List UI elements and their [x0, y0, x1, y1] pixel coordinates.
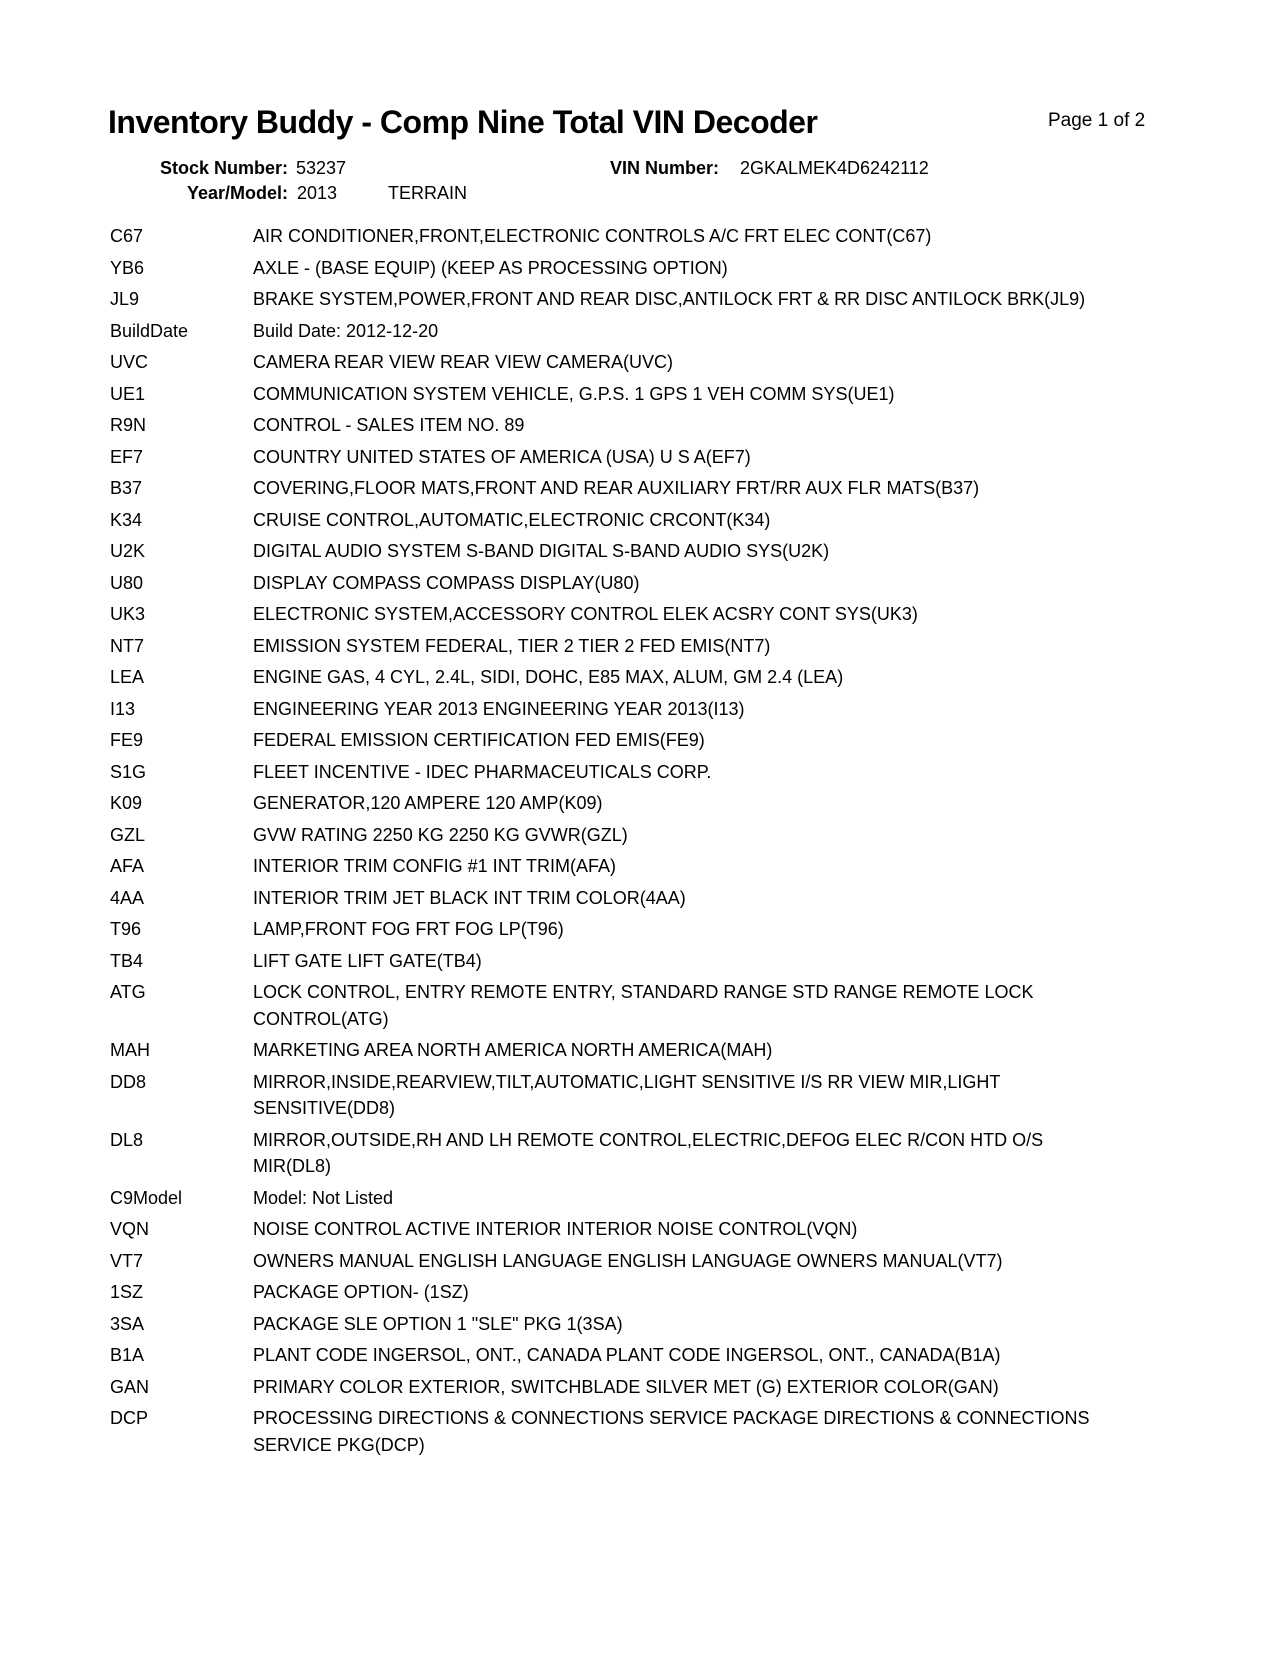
- option-code: B1A: [110, 1345, 145, 1365]
- option-description: MIRROR,OUTSIDE,RH AND LH REMOTE CONTROL,ELECTRIC,DEFOG ELEC R/CON HTD O/S MIR(DL8): [253, 1129, 1044, 1176]
- option-row: [110, 412, 1105, 439]
- option-code: C67: [110, 226, 144, 246]
- option-description: CRUISE CONTROL,AUTOMATIC,ELECTRONIC CRCONT(K34): [253, 509, 771, 530]
- option-description: INTERIOR TRIM JET BLACK INT TRIM COLOR(4AA): [253, 887, 686, 908]
- option-description: ENGINE GAS, 4 CYL, 2.4L, SIDI, DOHC, E85 MAX, ALUM, GM 2.4 (LEA): [253, 667, 844, 687]
- option-code: 3SA: [110, 1313, 145, 1334]
- option-row: [110, 853, 1105, 880]
- option-description: FLEET INCENTIVE - IDEC PHARMACEUTICALS CORP.: [253, 761, 712, 782]
- option-row: [110, 570, 1105, 597]
- option-row: [110, 223, 1105, 250]
- option-row: [110, 349, 1105, 376]
- option-description: MIRROR,INSIDE,REARVIEW,TILT,AUTOMATIC,LIGHT SENSITIVE I/S RR VIEW MIR,LIGHT SENSITIVE(DD8): [253, 1071, 1001, 1118]
- option-row: [110, 790, 1105, 817]
- option-row: [110, 1185, 1105, 1212]
- option-code: DL8: [110, 1129, 144, 1150]
- option-row: [110, 696, 1105, 723]
- option-row: [110, 1216, 1105, 1243]
- option-description: AIR CONDITIONER,FRONT,ELECTRONIC CONTROLS A/C FRT ELEC CONT(C67): [253, 226, 932, 246]
- option-row: [110, 1342, 1105, 1369]
- stock-number-value: 53237: [296, 158, 347, 178]
- option-code: T96: [110, 919, 142, 939]
- option-row: [110, 633, 1105, 660]
- option-row: [110, 318, 1105, 345]
- option-description: DISPLAY COMPASS COMPASS DISPLAY(U80): [253, 572, 640, 593]
- option-description: Model: Not Listed: [253, 1187, 394, 1208]
- option-code: EF7: [110, 446, 144, 467]
- option-code: UVC: [110, 352, 149, 372]
- option-description: LOCK CONTROL, ENTRY REMOTE ENTRY, STANDARD RANGE STD RANGE REMOTE LOCK CONTROL(ATG): [253, 982, 1034, 1029]
- option-description: EMISSION SYSTEM FEDERAL, TIER 2 TIER 2 FED EMIS(NT7): [253, 635, 771, 656]
- option-description: PACKAGE SLE OPTION 1 "SLE" PKG 1(3SA): [253, 1313, 623, 1334]
- option-code: U2K: [110, 541, 146, 561]
- option-row: [110, 255, 1105, 282]
- year-model-label: Year/Model:: [186, 183, 288, 203]
- option-code: U80: [110, 572, 144, 593]
- option-description: CONTROL - SALES ITEM NO. 89: [253, 415, 525, 435]
- option-code: JL9: [110, 289, 140, 309]
- option-description: PRIMARY COLOR EXTERIOR, SWITCHBLADE SILVER MET (G) EXTERIOR COLOR(GAN): [253, 1376, 999, 1397]
- option-description: CAMERA REAR VIEW REAR VIEW CAMERA(UVC): [253, 352, 674, 372]
- option-description: COUNTRY UNITED STATES OF AMERICA (USA) U S A(EF7): [253, 446, 751, 467]
- vin-number-value: 2GKALMEK4D6242112: [740, 158, 929, 178]
- option-description: COVERING,FLOOR MATS,FRONT AND REAR AUXILIARY FRT/RR AUX FLR MATS(B37): [253, 478, 980, 498]
- option-code: DCP: [110, 1408, 149, 1428]
- year-value: 2013: [297, 183, 338, 203]
- option-description: GVW RATING 2250 KG 2250 KG GVWR(GZL): [253, 824, 628, 845]
- option-code: UK3: [110, 604, 146, 624]
- option-row: [110, 475, 1105, 502]
- option-row: [110, 1037, 1105, 1064]
- option-description: FEDERAL EMISSION CERTIFICATION FED EMIS(FE9): [253, 730, 705, 750]
- option-description: NOISE CONTROL ACTIVE INTERIOR INTERIOR NOISE CONTROL(VQN): [253, 1219, 858, 1239]
- option-row: [110, 1374, 1105, 1401]
- option-code: ATG: [110, 982, 146, 1002]
- option-row: [110, 822, 1105, 849]
- option-description: LIFT GATE LIFT GATE(TB4): [253, 950, 482, 971]
- option-code: C9Model: [110, 1187, 183, 1208]
- option-description: ELECTRONIC SYSTEM,ACCESSORY CONTROL ELEK ACSRY CONT SYS(UK3): [253, 604, 918, 624]
- option-code: TB4: [110, 950, 144, 971]
- option-code: K34: [110, 509, 143, 530]
- option-description: LAMP,FRONT FOG FRT FOG LP(T96): [253, 919, 564, 939]
- option-code: 1SZ: [110, 1282, 144, 1302]
- option-row: [110, 1127, 1105, 1180]
- option-code: S1G: [110, 761, 147, 782]
- option-row: [110, 1248, 1105, 1275]
- option-description: DIGITAL AUDIO SYSTEM S-BAND DIGITAL S-BAND AUDIO SYS(U2K): [253, 541, 830, 561]
- option-row: [110, 507, 1105, 534]
- option-code: MAH: [110, 1040, 150, 1060]
- option-code: VQN: [110, 1219, 150, 1239]
- option-code: GAN: [110, 1376, 150, 1397]
- option-row: [110, 1405, 1105, 1458]
- option-row: [110, 538, 1105, 565]
- option-code: BuildDate: [110, 320, 189, 341]
- option-row: [110, 759, 1105, 786]
- option-description: PACKAGE OPTION- (1SZ): [253, 1282, 469, 1302]
- option-row: [110, 664, 1105, 691]
- vehicle-header-row-1: [0, 158, 1280, 184]
- option-row: [110, 979, 1105, 1032]
- option-description: COMMUNICATION SYSTEM VEHICLE, G.P.S. 1 GPS 1 VEH COMM SYS(UE1): [253, 383, 895, 404]
- options-list: [110, 223, 1105, 1463]
- option-code: UE1: [110, 383, 146, 404]
- option-code: FE9: [110, 730, 144, 750]
- option-row: [110, 1069, 1105, 1122]
- page-number-indicator: Page 1 of 2: [1048, 110, 1146, 131]
- option-row: [110, 444, 1105, 471]
- option-description: MARKETING AREA NORTH AMERICA NORTH AMERICA(MAH): [253, 1040, 773, 1060]
- option-code: GZL: [110, 824, 146, 845]
- option-description: OWNERS MANUAL ENGLISH LANGUAGE ENGLISH LANGUAGE OWNERS MANUAL(VT7): [253, 1250, 1003, 1271]
- option-row: [110, 381, 1105, 408]
- option-description: PLANT CODE INGERSOL, ONT., CANADA PLANT CODE INGERSOL, ONT., CANADA(B1A): [253, 1345, 1001, 1365]
- vehicle-header-row-2: [0, 183, 1280, 209]
- option-code: R9N: [110, 415, 147, 435]
- option-code: NT7: [110, 635, 145, 656]
- option-code: AFA: [110, 856, 145, 876]
- option-code: DD8: [110, 1071, 147, 1092]
- option-description: GENERATOR,120 AMPERE 120 AMP(K09): [253, 793, 603, 813]
- option-row: [110, 885, 1105, 912]
- page-title: Inventory Buddy - Comp Nine Total VIN Decoder: [108, 104, 818, 140]
- option-row: [110, 948, 1105, 975]
- option-row: [110, 1311, 1105, 1338]
- option-description: AXLE - (BASE EQUIP) (KEEP AS PROCESSING OPTION): [253, 257, 728, 278]
- option-description: BRAKE SYSTEM,POWER,FRONT AND REAR DISC,ANTILOCK FRT & RR DISC ANTILOCK BRK(JL9): [253, 289, 1086, 309]
- option-code: LEA: [110, 667, 145, 687]
- option-row: [110, 601, 1105, 628]
- option-code: 4AA: [110, 887, 145, 908]
- model-value: TERRAIN: [388, 183, 468, 203]
- option-description: INTERIOR TRIM CONFIG #1 INT TRIM(AFA): [253, 856, 617, 876]
- option-description: Build Date: 2012-12-20: [253, 320, 439, 341]
- stock-number-label: Stock Number:: [159, 158, 288, 178]
- option-description: ENGINEERING YEAR 2013 ENGINEERING YEAR 2013(I13): [253, 698, 745, 719]
- option-code: VT7: [110, 1250, 144, 1271]
- option-row: [110, 286, 1105, 313]
- option-code: YB6: [110, 257, 145, 278]
- option-code: B37: [110, 478, 143, 498]
- option-row: [110, 1279, 1105, 1306]
- option-description: PROCESSING DIRECTIONS & CONNECTIONS SERVICE PACKAGE DIRECTIONS & CONNECTIONS SERVICE PKG(DCP): [253, 1408, 1090, 1455]
- option-code: I13: [110, 698, 136, 719]
- option-code: K09: [110, 793, 143, 813]
- option-row: [110, 916, 1105, 943]
- option-row: [110, 727, 1105, 754]
- vin-number-label: VIN Number:: [610, 158, 720, 178]
